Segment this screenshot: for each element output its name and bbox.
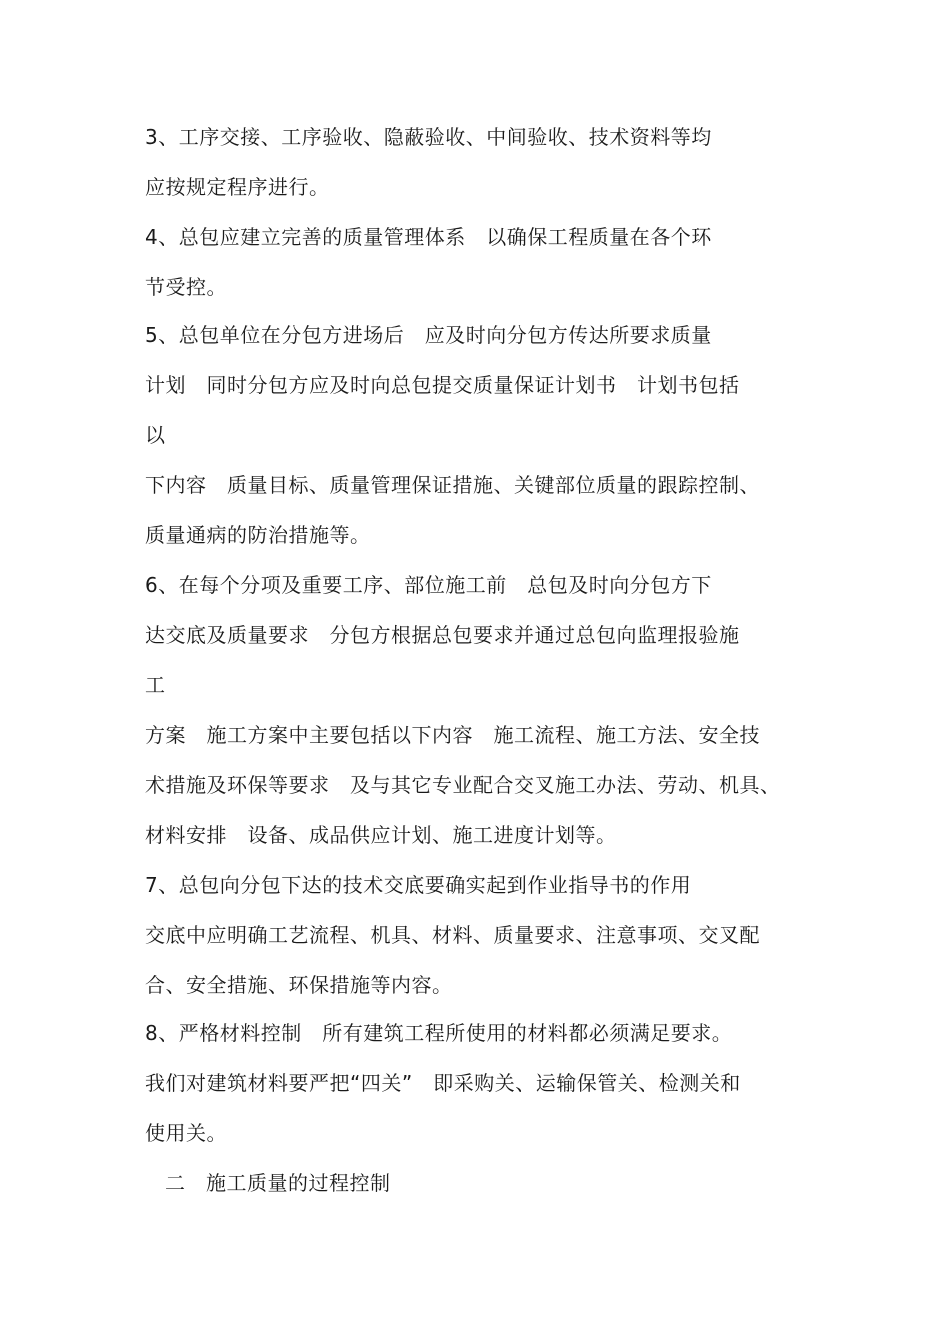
text-line-13: 方案 施工方案中主要包括以下内容 施工流程、施工方法、安全技 bbox=[145, 723, 760, 747]
text-line-10: 6、在每个分项及重要工序、部位施工前 总包及时向分包方下 bbox=[145, 573, 712, 597]
text-line-6: 计划 同时分包方应及时向总包提交质量保证计划书 计划书包括 bbox=[145, 373, 740, 397]
text-line-17: 交底中应明确工艺流程、机具、材料、质量要求、注意事项、交叉配 bbox=[145, 923, 760, 947]
text-line-5: 5、总包单位在分包方进场后 应及时向分包方传达所要求质量 bbox=[145, 323, 712, 347]
text-line-16: 7、总包向分包下达的技术交底要确实起到作业指导书的作用 bbox=[145, 873, 692, 897]
text-line-18: 合、安全措施、环保措施等内容。 bbox=[145, 973, 453, 997]
text-line-15: 材料安排 设备、成品供应计划、施工进度计划等。 bbox=[145, 823, 617, 847]
text-line-2: 应按规定程序进行。 bbox=[145, 175, 330, 199]
text-line-14: 术措施及环保等要求 及与其它专业配合交叉施工办法、劳动、机具、 bbox=[145, 773, 781, 797]
text-line-8: 下内容 质量目标、质量管理保证措施、关键部位质量的跟踪控制、 bbox=[145, 473, 760, 497]
text-line-3: 4、总包应建立完善的质量管理体系 以确保工程质量在各个环 bbox=[145, 225, 712, 249]
section-heading: 二 施工质量的过程控制 bbox=[165, 1171, 391, 1195]
text-line-9: 质量通病的防治措施等。 bbox=[145, 523, 371, 547]
text-line-4: 节受控。 bbox=[145, 275, 227, 299]
text-line-21: 使用关。 bbox=[145, 1121, 227, 1145]
text-line-19: 8、严格材料控制 所有建筑工程所使用的材料都必须满足要求。 bbox=[145, 1021, 733, 1045]
text-line-20: 我们对建筑材料要严把“四关” 即采购关、运输保管关、检测关和 bbox=[145, 1071, 741, 1095]
text-line-7: 以 bbox=[145, 423, 166, 447]
text-line-11: 达交底及质量要求 分包方根据总包要求并通过总包向监理报验施 bbox=[145, 623, 740, 647]
text-line-12: 工 bbox=[145, 673, 166, 697]
text-line-1: 3、工序交接、工序验收、隐蔽验收、中间验收、技术资料等均 bbox=[145, 125, 712, 149]
